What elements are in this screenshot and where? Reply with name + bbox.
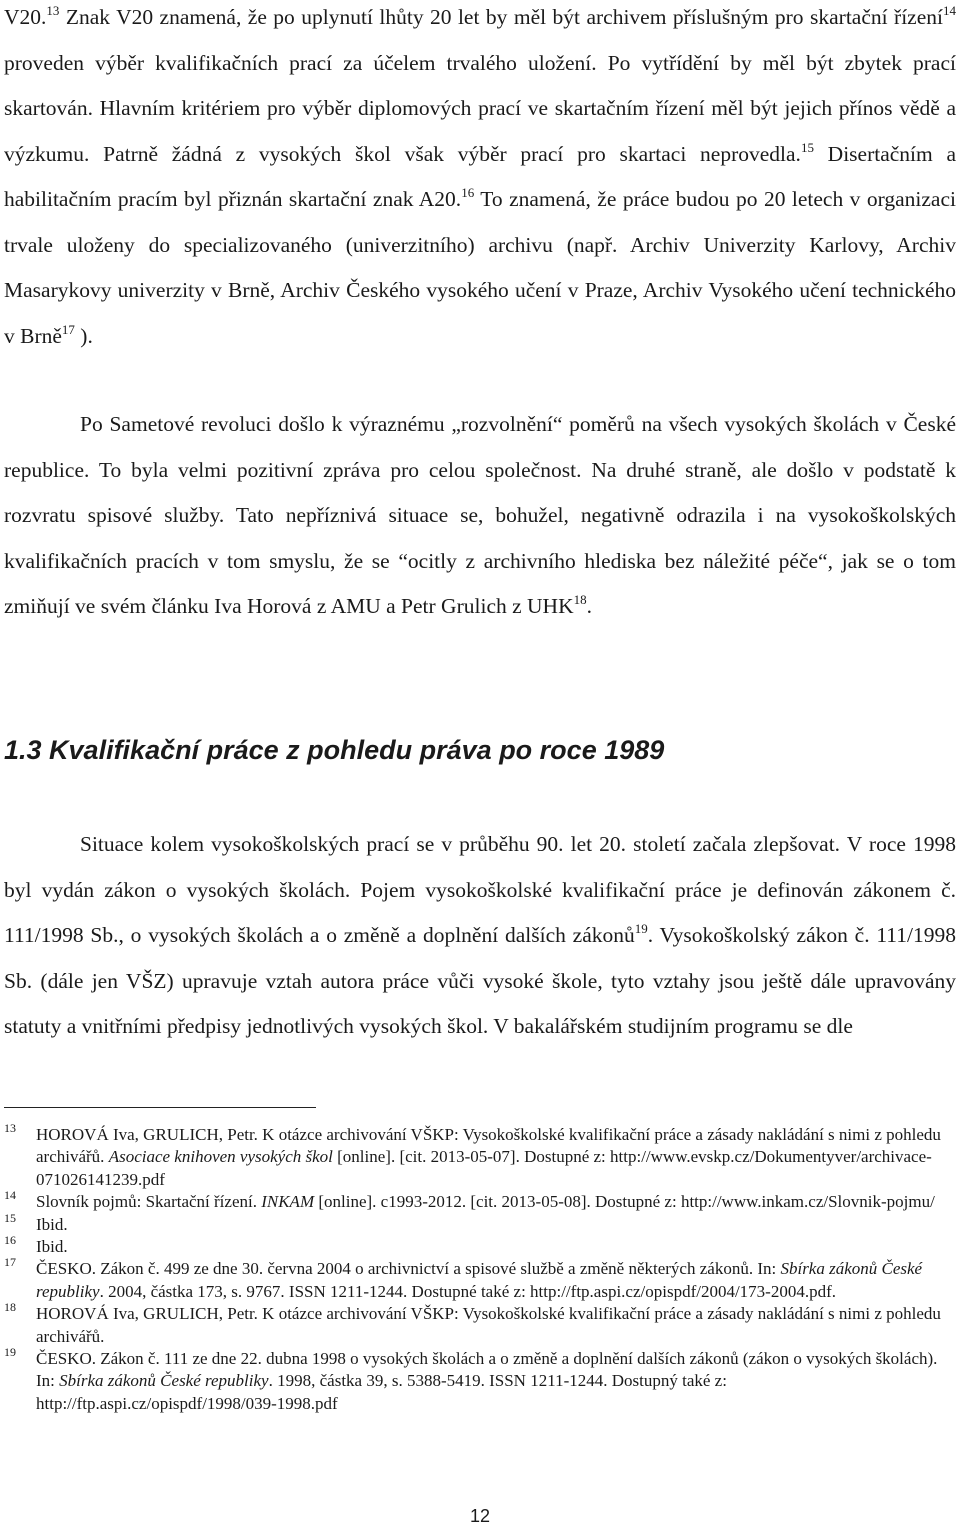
footnotes	[4, 1121, 956, 1415]
footnote-text: Ibid.	[36, 1237, 68, 1257]
footnote-ref-16[interactable]: 16	[461, 185, 475, 200]
text-run: .	[586, 594, 592, 618]
footnote-text: ČESKO. Zákon č. 111 ze dne 22. dubna 1998 o vysokých školách a o změně a doplnění dalších zákonů (zákon o vysokých školách). In:	[36, 1349, 938, 1391]
footnote-text: ČESKO. Zákon č. 499 ze dne 30. června 2004 o archivnictví a spisové službě a změně některých zákonů. In:	[36, 1259, 781, 1279]
footnote-text[interactable]: . 1998, částka 39, s. 5388-5419. ISSN 1211-1244. Dostupný také z: http://ftp.aspi.cz/opispdf/1998/039-1998.pdf	[36, 1371, 727, 1413]
footnote-text[interactable]: . 2004, částka 173, s. 9767. ISSN 1211-1244. Dostupné také z: http://ftp.aspi.cz/opispdf/2004/173-2004.pdf.	[99, 1281, 837, 1301]
footnote-ref-17[interactable]: 17	[61, 321, 75, 337]
footnote-separator	[4, 1107, 316, 1108]
section-heading: 1.3 Kvalifikační práce z pohledu práva po roce 1989	[4, 735, 665, 765]
footnote-19	[4, 1345, 956, 1415]
footnote-ref-13[interactable]: 13	[46, 3, 60, 18]
footnote-number: 17	[4, 1255, 16, 1270]
text-run: Po Sametové revoluci došlo k výraznému „rozvolnění“ poměrů na všech vysokých školách v České republice. To byla velmi pozitivní zpráva pro celou společnost. Na druhé straně, ale došlo v podstatě k rozvratu spisové služby. Tato nepříznivá situace se, bohužel, negativně odrazila i na vysokoškolských kvalifikačních pracích v tom smyslu, že se “ocitly z archivního hlediska bez náležité péče“, jak se o tom zmiňují ve svém článku Iva Horová z AMU a Petr Grulich z UHK	[4, 412, 956, 618]
text-run: proveden výběr kvalifikačních prací za účelem trvalého uložení. Po vytřídění by měl být zbytek prací skartován. Hlavním kritériem pro výběr diplomových prací ve skartačním řízení měl být jejich přínos vědě a výzkumu. Patrně žádná z vysokých škol však výběr prací pro skartaci neprovedla.	[4, 50, 956, 166]
footnote-source-title: Sbírka zákonů České republiky	[59, 1371, 269, 1391]
footnote-16	[4, 1233, 956, 1258]
footnote-17	[4, 1255, 956, 1303]
footnote-ref-18[interactable]: 18	[573, 592, 587, 607]
footnote-ref-19[interactable]: 19	[634, 921, 648, 936]
footnote-text: Ibid.	[36, 1214, 68, 1234]
footnote-number: 15	[4, 1210, 16, 1225]
footnote-number: 18	[4, 1300, 16, 1315]
text-run: To znamená, že práce budou po 20 letech v organizaci trvale uloženy do specializovaného (univerzitního) archivu (např. Archiv Univerzity Karlovy, Archiv Masarykovy univerzity v Brně, Archiv Českého vysokého učení v Praze, Archiv Vysokého učení technického v Brně	[4, 187, 956, 348]
footnote-text: Slovník pojmů: Skartační řízení.	[36, 1192, 262, 1212]
footnote-13	[4, 1121, 956, 1191]
footnote-number: 14	[4, 1188, 16, 1203]
body-paragraph-3	[4, 822, 956, 1050]
footnote-15	[4, 1210, 956, 1236]
footnote-ref-14[interactable]: 14	[943, 3, 956, 18]
footnote-source-title: Sbírka zákonů České republiky	[36, 1259, 923, 1301]
footnote-18	[4, 1300, 956, 1348]
text-run: ).	[74, 323, 93, 348]
footnote-number: 13	[4, 1121, 16, 1135]
body-paragraph-1	[4, 0, 956, 359]
footnote-number: 19	[4, 1345, 16, 1360]
page-number: 12	[469, 1506, 491, 1526]
text-run: Disertačním a habilitačním pracím byl přiznán skartační znak A20.	[4, 141, 957, 211]
footnote-text: HOROVÁ Iva, GRULICH, Petr. K otázce archivování VŠKP: Vysokoškolské kvalifikační práce a zásady nakládání s nimi z pohledu archivářů.	[36, 1125, 941, 1167]
footnote-source-title: Asociace knihoven vysokých škol	[108, 1147, 333, 1167]
body-paragraph-2	[4, 402, 956, 630]
text-run: V20.	[4, 5, 47, 29]
text-run: Situace kolem vysokoškolských prací se v průběhu 90. let 20. století začala zlepšovat. V roce 1998 byl vydán zákon o vysokých školách. Pojem vysokoškolské kvalifikační práce je definován zákonem č. 111/1998 Sb., o vysokých školách a o změně a doplnění dalších zákonů	[4, 832, 956, 947]
footnote-text[interactable]: [online]. c1993-2012. [cit. 2013-05-08]. Dostupné z: http://www.inkam.cz/Slovnik-pojmu/	[314, 1192, 935, 1212]
footnote-source-title: INKAM	[261, 1192, 315, 1212]
footnote-text[interactable]: [online]. [cit. 2013-05-07]. Dostupné z: http://www.evskp.cz/Dokumentyver/archivace-071026141239.pdf	[36, 1147, 932, 1189]
footnote-text: HOROVÁ Iva, GRULICH, Petr. K otázce archivování VŠKP: Vysokoškolské kvalifikační práce a zásady nakládání s nimi z pohledu archivářů.	[36, 1304, 941, 1346]
text-run: Znak V20 znamená, že po uplynutí lhůty 20 let by měl být archivem příslušným pro skartační řízení	[59, 5, 943, 29]
footnote-number: 16	[4, 1233, 16, 1248]
text-run: . Vysokoškolský zákon č. 111/1998 Sb. (dále jen VŠZ) upravuje vztah autora práce vůči vysoké škole, tyto vztahy jsou ještě dále upravovány statuty a vnitřními předpisy jednotlivých vysokých škol. V bakalářském studijním programu se dle	[4, 923, 956, 1038]
footnote-14	[4, 1188, 956, 1213]
footnote-ref-15[interactable]: 15	[800, 139, 814, 155]
